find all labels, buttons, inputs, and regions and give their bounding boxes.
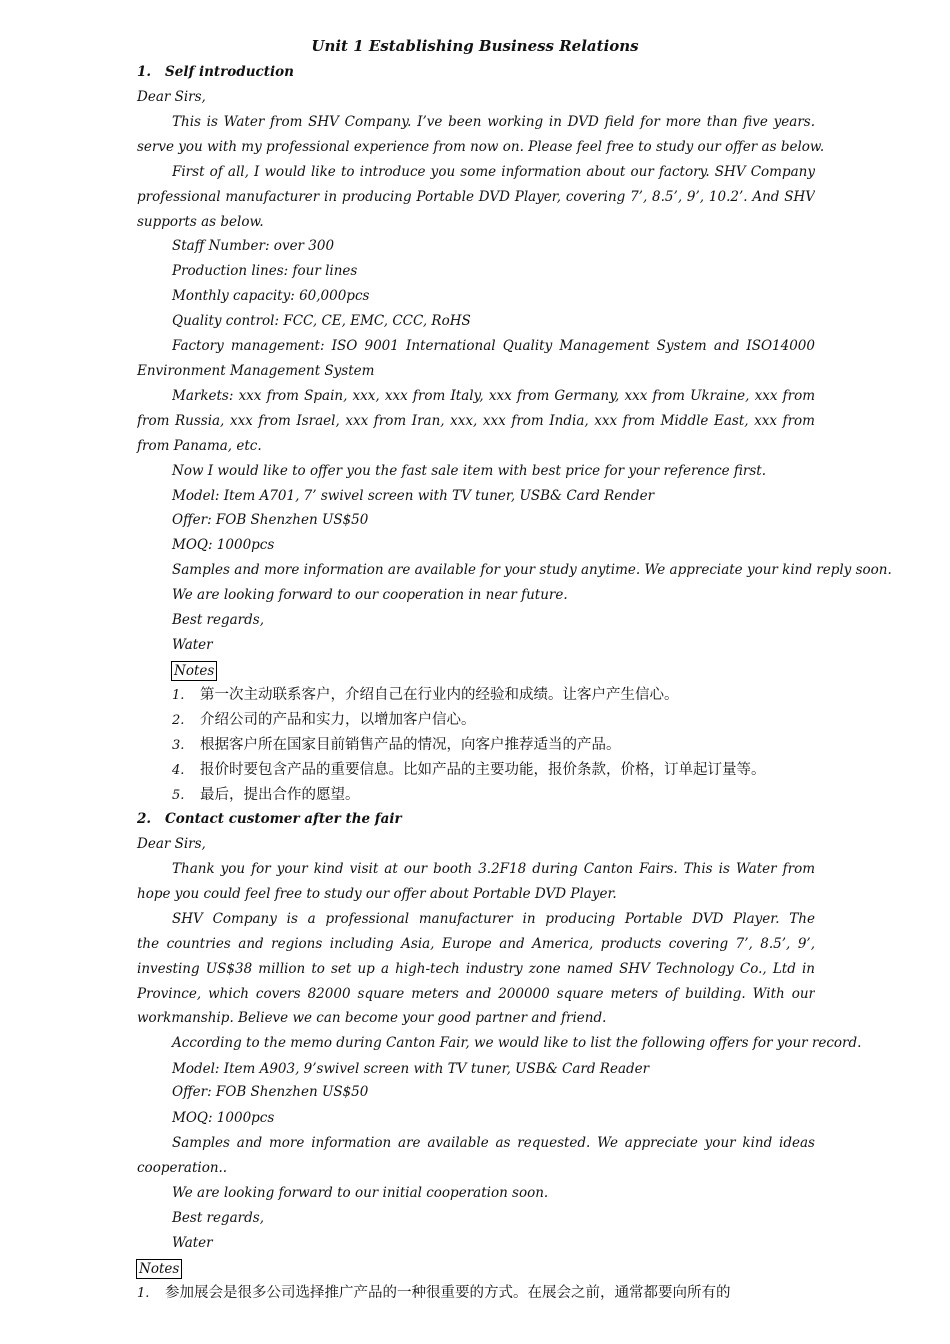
samples-line: cooperation.. <box>137 1160 228 1176</box>
section-2-heading <box>137 809 815 829</box>
section-1-heading <box>137 62 815 82</box>
samples-line: Samples and more information are available as requested. We appreciate your kind ideas <box>172 1135 815 1151</box>
note-item: 3. 根据客户所在国家目前销售产品的情况，向客户推荐适当的产品。 <box>172 737 621 753</box>
samples-line: Samples and more information are available for your study anytime. We appreciate your kind reply soon. <box>172 562 892 578</box>
paragraph-line: First of all, I would like to introduce you some information about our factory. SHV Company <box>172 164 815 180</box>
memo-line: According to the memo during Canton Fair, we would like to list the following offers for your record. <box>172 1035 862 1051</box>
production-lines: Production lines: four lines <box>172 263 358 279</box>
note-item: 1. 第一次主动联系客户，介绍自己在行业内的经验和成绩。让客户产生信心。 <box>172 687 679 703</box>
note-item: 5. 最后，提出合作的愿望。 <box>172 787 360 803</box>
paragraph-line: Thank you for your kind visit at our booth 3.2F18 during Canton Fairs. This is Water from <box>172 861 815 877</box>
paragraph-line: hope you could feel free to study our offer about Portable DVD Player. <box>137 886 617 902</box>
offer-intro: Now I would like to offer you the fast sale item with best price for your reference first. <box>172 463 767 479</box>
regards: Best regards, <box>172 612 265 628</box>
closing-line: We are looking forward to our initial cooperation soon. <box>172 1185 549 1201</box>
salutation: Dear Sirs, <box>137 836 206 852</box>
note-item: 4. 报价时要包含产品的重要信息。比如产品的主要功能，报价条款，价格，订单起订量等。 <box>172 762 766 778</box>
paragraph-line: SHV Company is a professional manufacturer in producing Portable DVD Player. The <box>172 911 815 927</box>
note-item: 1. 参加展会是很多公司选择推广产品的一种很重要的方式。在展会之前，通常都要向所有的 <box>137 1285 731 1301</box>
paragraph-line: investing US$38 million to set up a high-tech industry zone named SHV Technology Co., Ltd in <box>137 961 815 977</box>
signature: Water <box>172 637 213 653</box>
factory-management-cont: Environment Management System <box>137 363 375 379</box>
notes-label: Notes <box>171 661 217 681</box>
paragraph-line: workmanship. Believe we can become your good partner and friend. <box>137 1010 607 1026</box>
section-1-title: Self introduction <box>165 64 294 80</box>
factory-management: Factory management: ISO 9001 International Quality Management System and ISO14000 <box>172 338 815 354</box>
quality-control: Quality control: FCC, CE, EMC, CCC, RoHS <box>172 313 471 329</box>
markets-line: from Panama, etc. <box>137 438 262 454</box>
section-1-number: 1. <box>137 64 152 80</box>
model-line: Model: Item A903, 9’swivel screen with TV tuner, USB& Card Reader <box>172 1061 650 1077</box>
paragraph-line: the countries and regions including Asia, Europe and America, products covering 7’, 8.5’, 9’, <box>137 936 815 952</box>
moq-line: MOQ: 1000pcs <box>172 537 275 553</box>
section-2-title: Contact customer after the fair <box>165 811 402 827</box>
paragraph-line: professional manufacturer in producing Portable DVD Player, covering 7’, 8.5’, 9’, 10.2’. And SHV <box>137 189 815 205</box>
regards: Best regards, <box>172 1210 265 1226</box>
markets-line: Markets: xxx from Spain, xxx, xxx from Italy, xxx from Germany, xxx from Ukraine, xxx from <box>172 388 815 404</box>
document-title: Unit 1 Establishing Business Relations <box>311 37 639 55</box>
notes-label: Notes <box>136 1259 182 1279</box>
model-line: Model: Item A701, 7’ swivel screen with TV tuner, USB& Card Render <box>172 488 655 504</box>
staff-number: Staff Number: over 300 <box>172 238 335 254</box>
section-2-number: 2. <box>137 811 152 827</box>
paragraph-line: This is Water from SHV Company. I’ve been working in DVD field for more than five years. <box>172 114 815 130</box>
signature: Water <box>172 1235 213 1251</box>
closing-line: We are looking forward to our cooperation in near future. <box>172 587 568 603</box>
note-item: 2. 介绍公司的产品和实力，以增加客户信心。 <box>172 712 476 728</box>
paragraph-line: serve you with my professional experience from now on. Please feel free to study our offer as below. <box>137 139 825 155</box>
offer-line: Offer: FOB Shenzhen US$50 <box>172 512 369 528</box>
markets-line: from Russia, xxx from Israel, xxx from Iran, xxx, xxx from India, xxx from Middle East, xxx from <box>137 413 815 429</box>
paragraph-line: supports as below. <box>137 214 264 230</box>
offer-line: Offer: FOB Shenzhen US$50 <box>172 1084 369 1100</box>
paragraph-line: Province, which covers 82000 square meters and 200000 square meters of building. With our <box>137 986 815 1002</box>
moq-line: MOQ: 1000pcs <box>172 1110 275 1126</box>
salutation: Dear Sirs, <box>137 89 206 105</box>
monthly-capacity: Monthly capacity: 60,000pcs <box>172 288 370 304</box>
